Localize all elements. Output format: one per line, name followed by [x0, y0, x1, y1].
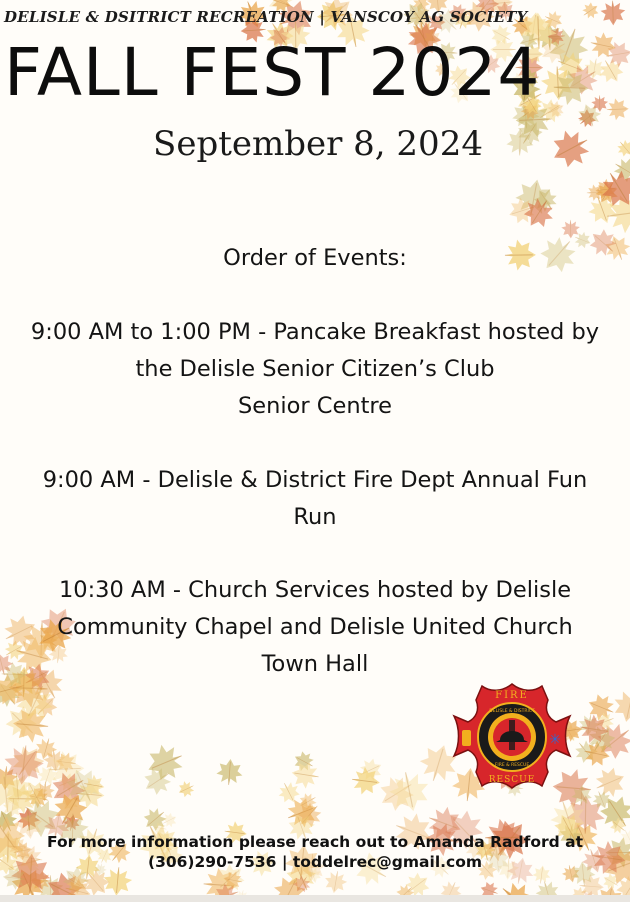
contact-footer [0, 832, 630, 872]
ladder-emblem [509, 720, 515, 750]
star-of-life-icon: ✳ [549, 732, 561, 748]
organizers-line: DELISLE & DSITRICT RECREATION | VANSCOY AG SOCIETY [4, 8, 528, 26]
event-church-services [0, 572, 630, 683]
badge-ring-bottom-text: FIRE & RESCUE [494, 763, 530, 768]
footer-line-1: For more information please reach out to Amanda Radford at [47, 833, 583, 851]
badge-ring-text: DELISLE & DISTRICT [489, 709, 535, 714]
event-line: Senior Centre [237, 393, 393, 419]
footer-line-2: (306)290-7536 | toddelrec@gmail.com [147, 853, 483, 871]
poster-title: FALL FEST 2024 [4, 34, 541, 111]
event-line: 9:00 AM to 1:00 PM - Pancake Breakfast hosted by [30, 319, 600, 345]
badge-top-text: FIRE [495, 690, 529, 701]
event-line: Town Hall [261, 651, 369, 677]
event-fun-run [0, 462, 630, 536]
bottom-bar [0, 895, 630, 902]
event-date: September 8, 2024 [153, 124, 483, 164]
event-line: 10:30 AM - Church Services hosted by Delisle [58, 577, 572, 603]
event-line: Community Chapel and Delisle United Church [57, 614, 573, 640]
event-line: Run [293, 504, 337, 530]
order-of-events-heading: Order of Events: [223, 245, 407, 271]
event-line: 9:00 AM - Delisle & District Fire Dept Annual Fun [42, 467, 588, 493]
event-line: the Delisle Senior Citizen’s Club [135, 356, 495, 382]
hydrant-emblem [462, 730, 471, 746]
event-pancake-breakfast [0, 314, 630, 425]
fire-rescue-badge-icon [452, 682, 572, 790]
badge-bottom-text: RESCUE [488, 775, 536, 785]
